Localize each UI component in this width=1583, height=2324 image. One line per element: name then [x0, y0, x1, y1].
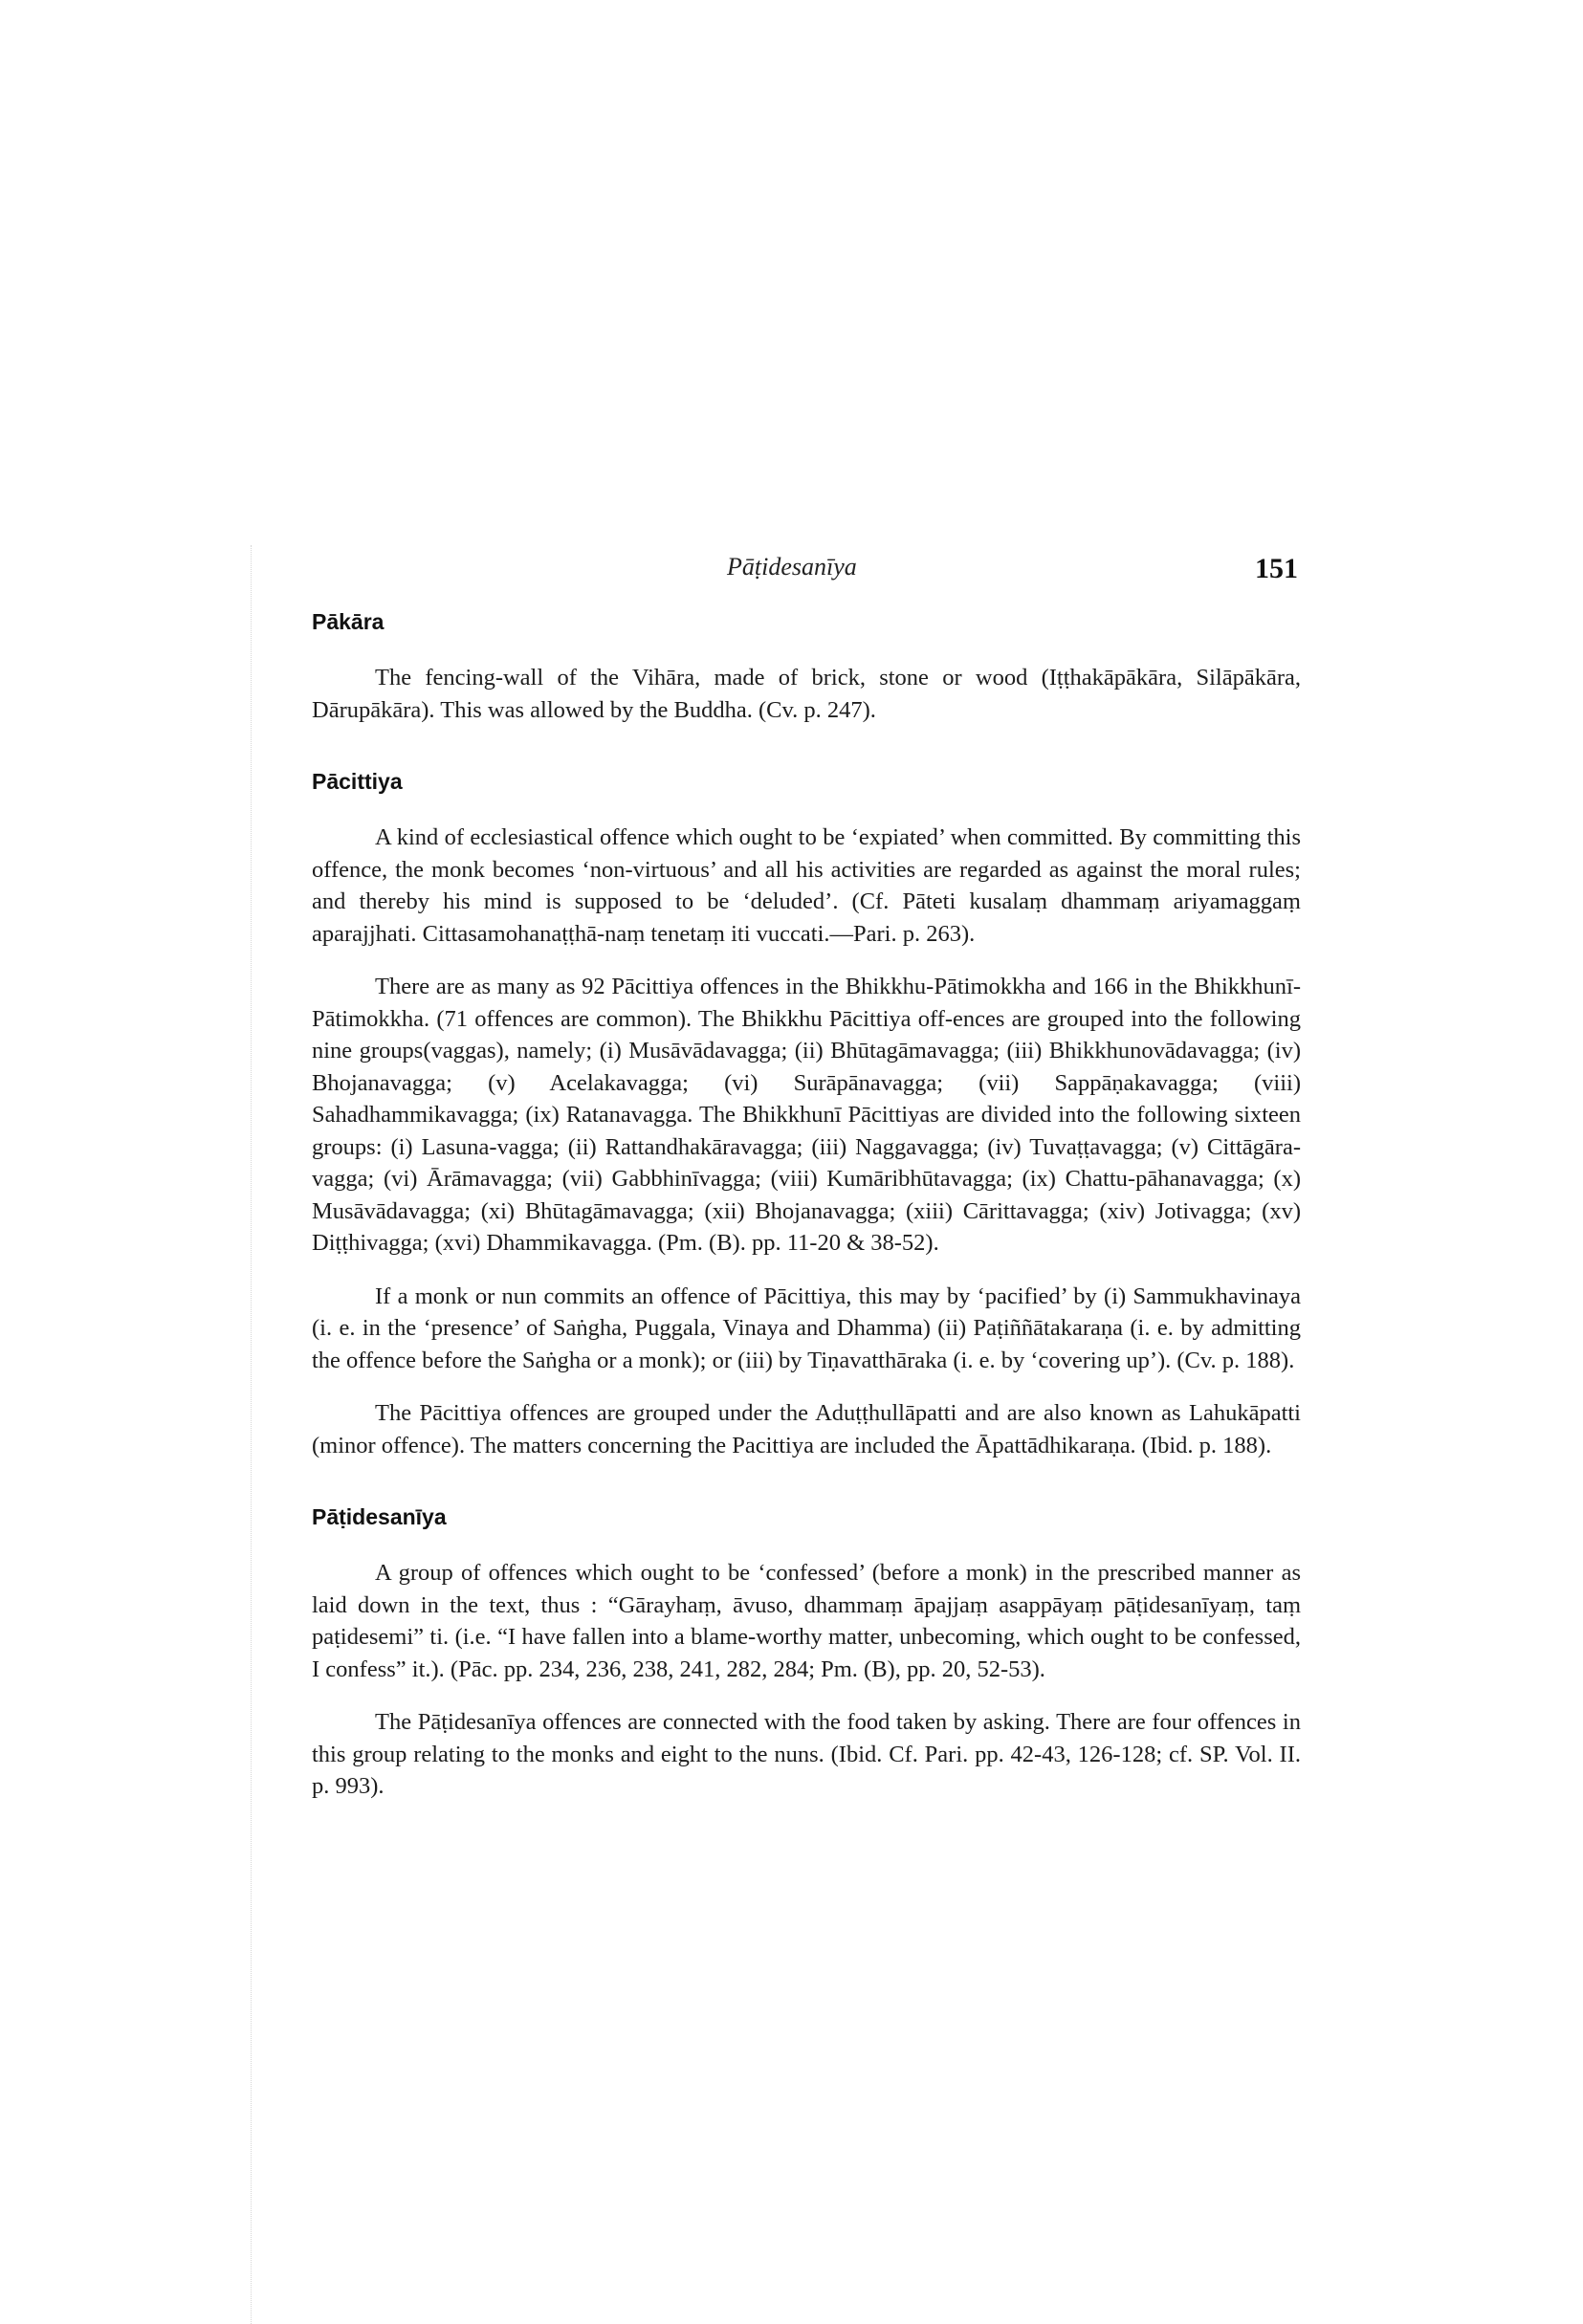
- entry-heading: Pāṭidesanīya: [312, 1504, 447, 1529]
- page-number: 151: [1255, 553, 1298, 584]
- entry-patidesaniya: [312, 1502, 1301, 1803]
- running-title: Pāṭidesanīya: [727, 553, 857, 581]
- entry-paragraph: The fencing-wall of the Vihāra, made of brick, stone or wood (Iṭṭhakāpākāra, Silāpākāra, Dārupākāra). This was allowed by the Buddha. (Cv. p. 247).: [312, 665, 1301, 723]
- entry-paragraph: A group of offences which ought to be ‘confessed’ (before a monk) in the prescribed manner as laid down in the text, thus : “Gārayhaṃ, āvuso, dhammaṃ āpajjaṃ asappāyaṃ pāṭidesanīyaṃ, taṃ paṭidesemi” ti. (i.e. “I have fallen into a blame-worthy matter, unbecoming, which ought to be confessed, I confess” it.). (Pāc. pp. 234, 236, 238, 241, 282, 284; Pm. (B), pp. 20, 52-53).: [312, 1560, 1301, 1682]
- entry-paragraph: The Pāṭidesanīya offences are connected with the food taken by asking. There are four offences in this group relating to the monks and eight to the nuns. (Ibid. Cf. Pari. pp. 42-43, 126-128; cf. SP. Vol. II. p. 993).: [312, 1709, 1301, 1799]
- entry-heading: Pākāra: [312, 609, 385, 634]
- entry-paragraph: If a monk or nun commits an offence of Pācittiya, this may by ‘pacified’ by (i) Sammukhavinaya (i. e. in the ‘presence’ of Saṅgha, Puggala, Vinaya and Dhamma) (ii) Paṭiññātakaraṇa (i. e. by admitting the offence before the Saṅgha or a monk); or (iii) by Tiṇavatthāraka (i. e. by ‘covering up’). (Cv. p. 188).: [312, 1283, 1301, 1373]
- entry-paragraph: The Pācittiya offences are grouped under the Aduṭṭhullāpatti and are also known as Lahukāpatti (minor offence). The matters concerning the Pacittiya are included the Āpattādhikaraṇa. (Ibid. p. 188).: [312, 1400, 1301, 1458]
- page-body: [312, 606, 1301, 1803]
- entry-paragraph: A kind of ecclesiastical offence which ought to be ‘expiated’ when committed. By committing this offence, the monk becomes ‘non-virtuous’ and all his activities are regarded as against the moral rules; and thereby his mind is supposed to be ‘deluded’. (Cf. Pāteti kusalaṃ dhammaṃ ariyamaggaṃ aparajjhati. Cittasamohanaṭṭhā-naṃ tenetaṃ iti vuccati.—Pari. p. 263).: [312, 824, 1301, 947]
- entry-pakara: [312, 606, 1301, 726]
- scan-margin-mark: [251, 545, 253, 2324]
- entry-pacittiya: [312, 766, 1301, 1461]
- entry-heading: Pācittiya: [312, 769, 403, 794]
- entry-paragraph: There are as many as 92 Pācittiya offences in the Bhikkhu-Pātimokkha and 166 in the Bhikkhunī-Pātimokkha. (71 offences are common). The Bhikkhu Pācittiya off-ences are grouped into the following nine groups(vaggas), namely; (i) Musāvādavagga; (ii) Bhūtagāmavagga; (iii) Bhikkhunovādavagga; (iv) Bhojanavagga; (v) Acelakavagga; (vi) Surāpānavagga; (vii) Sappāṇakavagga; (viii) Sahadhammikavagga; (ix) Ratanavagga. The Bhikkhunī Pācittiyas are divided into the following sixteen groups: (i) Lasuna-vagga; (ii) Rattandhakāravagga; (iii) Naggavagga; (iv) Tuvaṭṭavagga; (v) Cittāgāra-vagga; (vi) Ārāmavagga; (vii) Gabbhinīvagga; (viii) Kumāribhūtavagga; (ix) Chattu-pāhanavagga; (x) Musāvādavagga; (xi) Bhūtagāmavagga; (xii) Bhojanavagga; (xiii) Cārittavagga; (xiv) Jotivagga; (xv) Diṭṭhivagga; (xvi) Dhammikavagga. (Pm. (B). pp. 11-20 & 38-52).: [312, 974, 1301, 1256]
